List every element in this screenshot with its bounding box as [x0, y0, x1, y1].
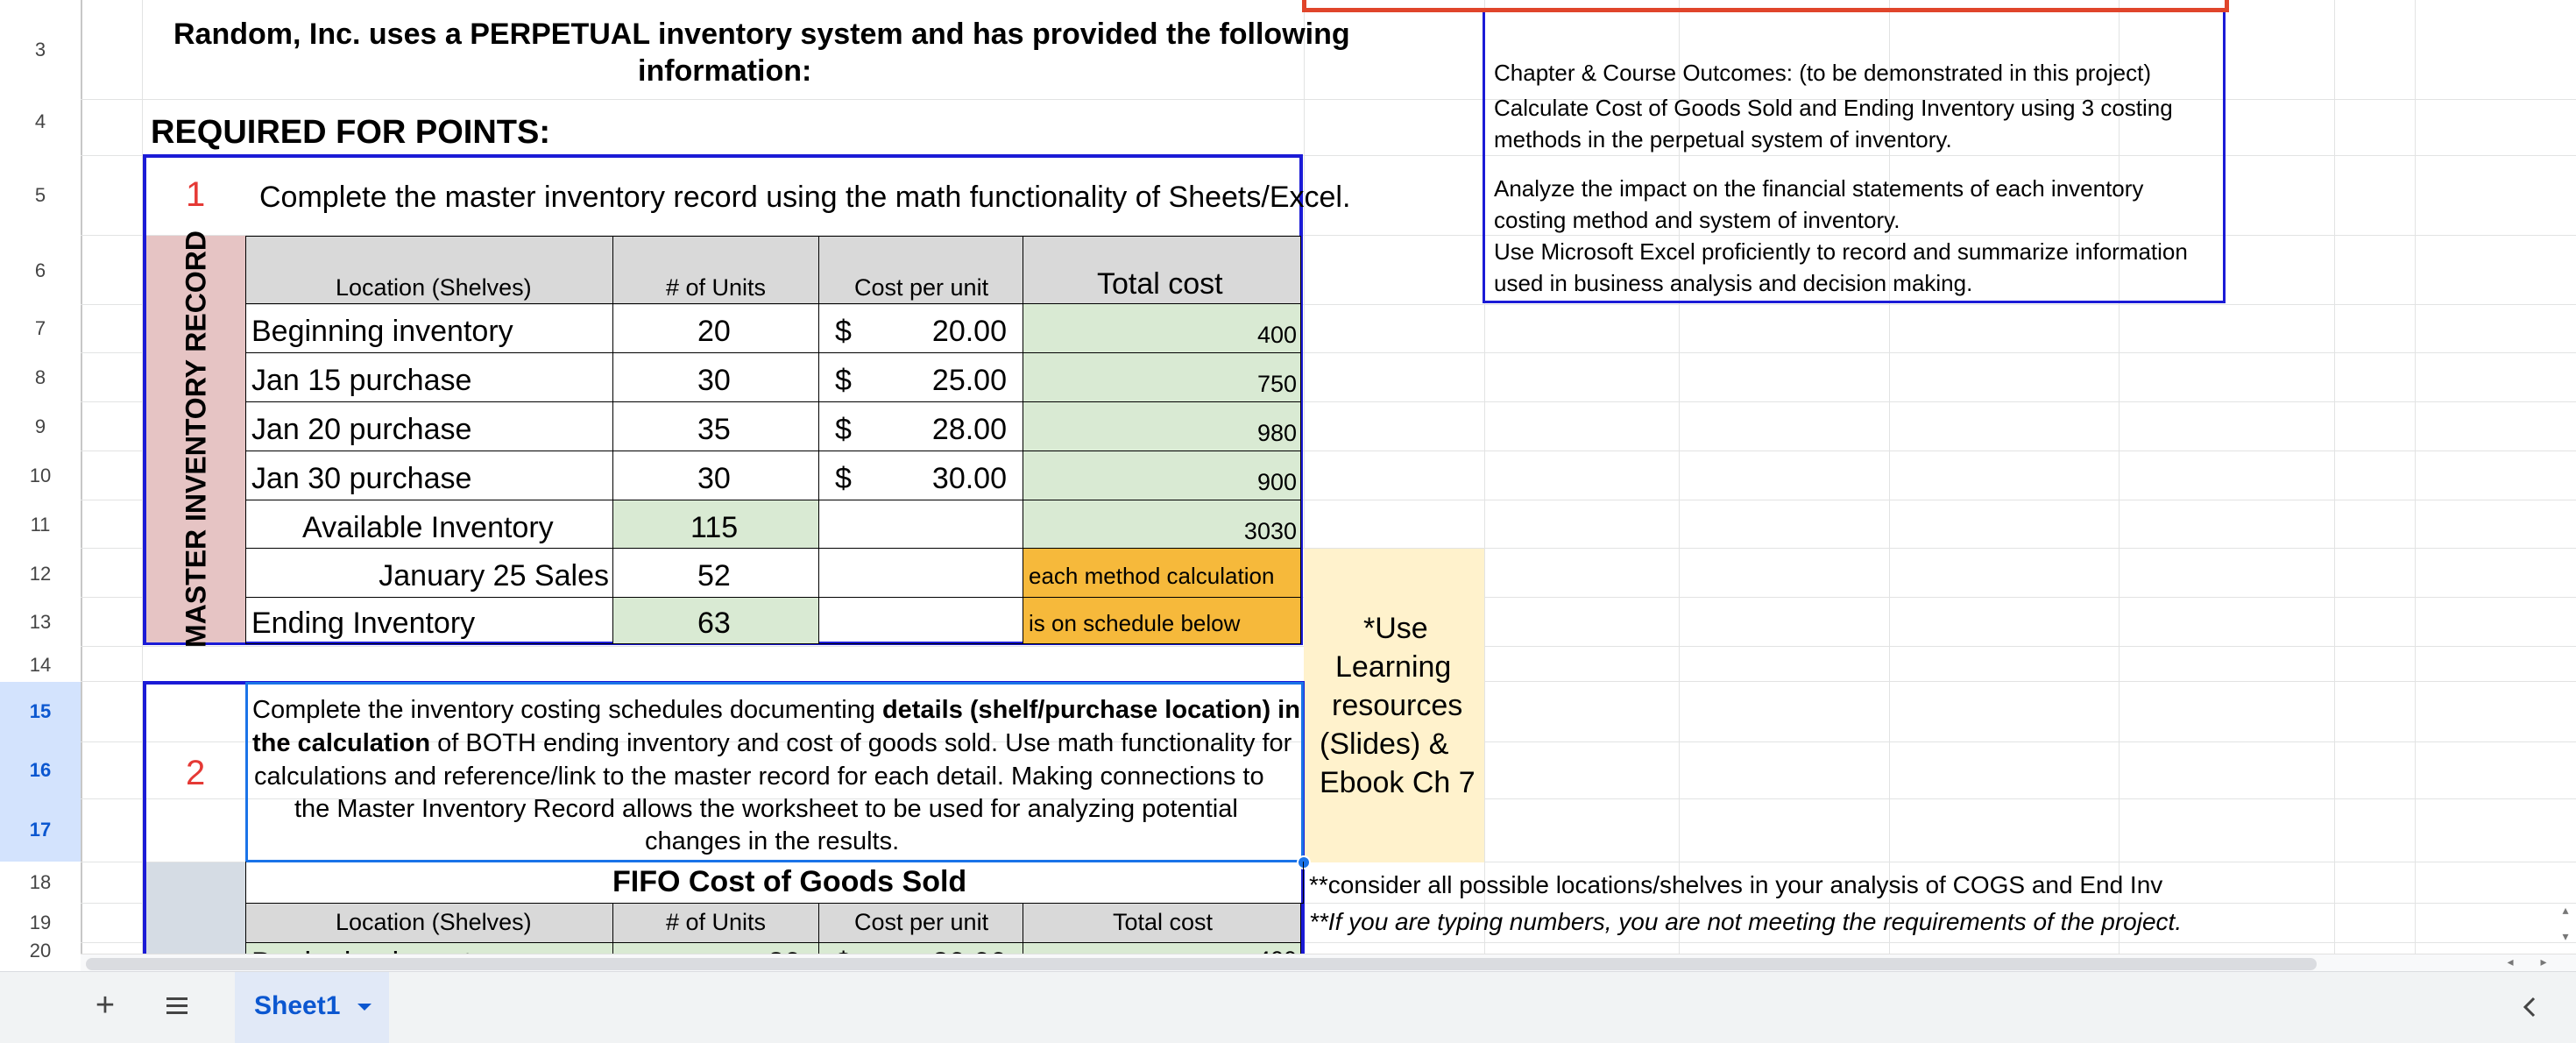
fifo-title-cell[interactable] — [245, 862, 1304, 904]
req2-line — [252, 696, 1300, 725]
total-cell[interactable] — [1023, 401, 1301, 451]
location-text: Jan 15 purchase — [251, 364, 472, 397]
plus-icon: + — [95, 987, 116, 1024]
units-cell[interactable] — [612, 451, 819, 500]
learning-resources-note[interactable] — [1304, 549, 1484, 862]
row-number-selected[interactable]: 15 — [0, 682, 81, 741]
course-outcomes-box[interactable] — [1483, 12, 2226, 303]
outcomes-line: Chapter & Course Outcomes: (to be demonstrated in this project) — [1494, 60, 2152, 86]
row-number[interactable]: 6 — [34, 259, 46, 281]
ending-note: is on schedule below — [1029, 610, 1241, 636]
units-text: 20 — [697, 315, 731, 348]
location-cell[interactable] — [245, 401, 613, 451]
available-cost-cell[interactable] — [818, 500, 1023, 549]
cost-cell[interactable] — [818, 303, 1023, 353]
dollar-sign: $ — [835, 315, 852, 348]
fifo-side-label — [146, 862, 246, 954]
row-number[interactable]: 14 — [29, 654, 52, 676]
ending-cost-cell[interactable] — [818, 597, 1023, 644]
sales-units-cell[interactable] — [612, 548, 819, 598]
fifo-header-text: # of Units — [666, 909, 767, 935]
note-line: *Use — [1363, 612, 1428, 645]
cost-cell[interactable] — [818, 451, 1023, 500]
fifo-header-units[interactable] — [612, 903, 819, 943]
sales-units: 52 — [697, 559, 731, 592]
fifo-header-total[interactable] — [1023, 903, 1301, 943]
fifo-header-text: Location (Shelves) — [336, 909, 532, 935]
hamburger-menu-icon — [158, 986, 196, 1025]
req2-line1-a: Complete the inventory costing schedules documenting — [252, 696, 882, 724]
total-cell[interactable] — [1023, 352, 1301, 402]
units-text: 30 — [697, 364, 731, 397]
total-text: 980 — [1256, 420, 1297, 446]
cost-text: 25.00 — [931, 364, 1007, 397]
row-number[interactable]: 20 — [29, 940, 52, 961]
outcomes-line: used in business analysis and decision making. — [1494, 270, 1973, 296]
scroll-right-arrow[interactable]: ▸ — [2540, 954, 2547, 968]
ending-label-cell[interactable] — [245, 597, 613, 644]
master-inventory-side-label — [146, 231, 246, 648]
units-cell[interactable] — [612, 303, 819, 353]
row-number[interactable]: 11 — [30, 514, 51, 536]
outcomes-line: Use Microsoft Excel proficiently to record and summarize information — [1494, 238, 2188, 265]
note-line: (Slides) & — [1320, 727, 1449, 761]
vertical-scroll-up[interactable]: ▴ — [2562, 903, 2569, 917]
row-number[interactable]: 13 — [29, 611, 52, 633]
ending-units-cell[interactable] — [612, 597, 819, 644]
req2-line — [252, 729, 1292, 758]
outcomes-line: Calculate Cost of Goods Sold and Ending Inventory using 3 costing — [1494, 95, 2173, 121]
ending-note-cell[interactable] — [1023, 597, 1301, 644]
row-number[interactable]: 12 — [29, 563, 52, 585]
cost-cell[interactable] — [818, 352, 1023, 402]
row-number[interactable]: 7 — [34, 317, 46, 339]
scroll-left-arrow[interactable]: ◂ — [2507, 954, 2514, 968]
location-text: Jan 30 purchase — [251, 462, 472, 495]
row-number[interactable]: 19 — [29, 912, 52, 933]
side-label-text: MASTER INVENTORY RECORD — [180, 231, 212, 648]
horizontal-scrollbar-thumb[interactable] — [86, 958, 2317, 970]
total-cell[interactable] — [1023, 303, 1301, 353]
note-line: Ebook Ch 7 — [1320, 766, 1476, 799]
units-text: 35 — [697, 413, 731, 446]
outcomes-line: Analyze the impact on the financial statements of each inventory — [1494, 175, 2144, 202]
requirement-1-number: 1 — [186, 175, 206, 214]
requirement-2-number: 2 — [186, 754, 206, 792]
units-cell[interactable] — [612, 401, 819, 451]
req2-line1-b: details (shelf/purchase location) in — [881, 696, 1300, 724]
req2-line: calculations and reference/link to the master record for each detail. Making connections to — [254, 763, 1264, 791]
outcomes-line: costing method and system of inventory. — [1494, 207, 1900, 233]
chevron-down-icon[interactable] — [356, 1002, 373, 1014]
location-cell[interactable] — [245, 352, 613, 402]
page-title-line2: information: — [638, 54, 812, 88]
header-total-text: Total cost — [1097, 267, 1223, 301]
fifo-header-location[interactable] — [245, 903, 613, 943]
dollar-sign: $ — [835, 413, 852, 446]
row-number[interactable]: 10 — [29, 465, 52, 486]
row-number[interactable]: 3 — [34, 39, 46, 60]
total-text: 900 — [1256, 469, 1297, 495]
top-red-banner[interactable] — [1302, 0, 2229, 12]
requirement-1-text: Complete the master inventory record using the math functionality of Sheets/Excel. — [259, 181, 1351, 214]
fifo-partial-row — [245, 942, 1304, 954]
ending-units: 63 — [697, 607, 731, 640]
available-units-cell[interactable] — [612, 500, 819, 549]
total-cell[interactable] — [1023, 451, 1301, 500]
outcomes-line: methods in the perpetual system of inventory. — [1494, 126, 1952, 153]
units-cell[interactable] — [612, 352, 819, 402]
row-number[interactable]: 9 — [34, 415, 46, 437]
fifo-header-text: Cost per unit — [854, 909, 989, 935]
collapse-side-panel-button[interactable] — [2513, 990, 2548, 1025]
fifo-header-text: Total cost — [1113, 909, 1214, 935]
header-cost-text: Cost per unit — [854, 274, 989, 301]
note-typing-numbers: **If you are typing numbers, you are not meeting the requirements of the project. — [1309, 908, 2183, 935]
cost-text: 20.00 — [931, 315, 1007, 348]
sheet-tab-label: Sheet1 — [254, 991, 341, 1020]
cost-text: 30.00 — [931, 462, 1007, 495]
note-consider-locations: **consider all possible locations/shelves in your analysis of COGS and End Inv — [1309, 871, 2163, 898]
sheet-tab-bar — [0, 971, 2576, 1043]
note-line: resources — [1332, 689, 1463, 722]
note-line: Learning — [1335, 650, 1452, 684]
req2-line2-b: of BOTH ending inventory and cost of goods sold. Use math functionality for — [430, 729, 1292, 757]
sales-label-cell[interactable] — [245, 548, 613, 598]
location-cell[interactable] — [245, 303, 613, 353]
sales-note: each method calculation — [1029, 563, 1275, 589]
fifo-header-cost[interactable] — [818, 903, 1023, 943]
row-number[interactable]: 4 — [34, 110, 46, 132]
header-units[interactable] — [612, 236, 819, 304]
cost-cell[interactable] — [818, 401, 1023, 451]
req2-line: the Master Inventory Record allows the worksheet to be used for analyzing potential — [294, 795, 1238, 823]
sheet-tab-active[interactable] — [235, 972, 389, 1043]
location-cell[interactable] — [245, 451, 613, 500]
all-sheets-button[interactable] — [158, 986, 196, 1025]
req2-line: changes in the results. — [645, 827, 900, 855]
header-units-text: # of Units — [666, 274, 767, 301]
cost-text: 28.00 — [931, 413, 1007, 446]
available-units: 115 — [690, 511, 739, 544]
horizontal-scrollbar-track[interactable] — [81, 954, 2576, 973]
header-location-text: Location (Shelves) — [336, 274, 532, 301]
location-text: Beginning inventory — [251, 315, 513, 348]
total-text: 750 — [1256, 371, 1297, 397]
header-total[interactable] — [1023, 236, 1301, 304]
available-label-cell[interactable] — [245, 500, 613, 549]
available-total-cell[interactable] — [1023, 500, 1301, 549]
row-number-selected[interactable]: 16 — [0, 741, 81, 798]
available-total: 3030 — [1243, 518, 1297, 544]
row-number[interactable]: 18 — [29, 871, 52, 893]
chevron-left-icon — [2513, 990, 2548, 1025]
header-location[interactable] — [245, 236, 613, 304]
ending-label: Ending Inventory — [251, 607, 476, 640]
total-text: 400 — [1256, 322, 1297, 348]
vertical-scroll-down[interactable]: ▾ — [2562, 929, 2569, 943]
fifo-title: FIFO Cost of Goods Sold — [612, 865, 967, 898]
page-title-line1: Random, Inc. uses a PERPETUAL inventory system and has provided the following — [173, 18, 1350, 51]
available-label: Available Inventory — [302, 511, 554, 544]
required-label: REQUIRED FOR POINTS: — [151, 114, 551, 151]
req2-line2-a: the calculation — [252, 729, 431, 757]
location-text: Jan 20 purchase — [251, 413, 472, 446]
header-cost[interactable] — [818, 236, 1023, 304]
dollar-sign: $ — [835, 462, 852, 495]
row-number[interactable]: 5 — [34, 184, 46, 206]
sales-label: January 25 Sales — [379, 559, 609, 592]
row-number[interactable]: 8 — [34, 366, 46, 388]
dollar-sign: $ — [835, 364, 852, 397]
sales-cost-cell[interactable] — [818, 548, 1023, 598]
units-text: 30 — [697, 462, 731, 495]
sales-note-cell[interactable] — [1023, 548, 1301, 598]
add-sheet-button[interactable] — [86, 986, 124, 1025]
row-number-selected[interactable]: 17 — [0, 798, 81, 862]
